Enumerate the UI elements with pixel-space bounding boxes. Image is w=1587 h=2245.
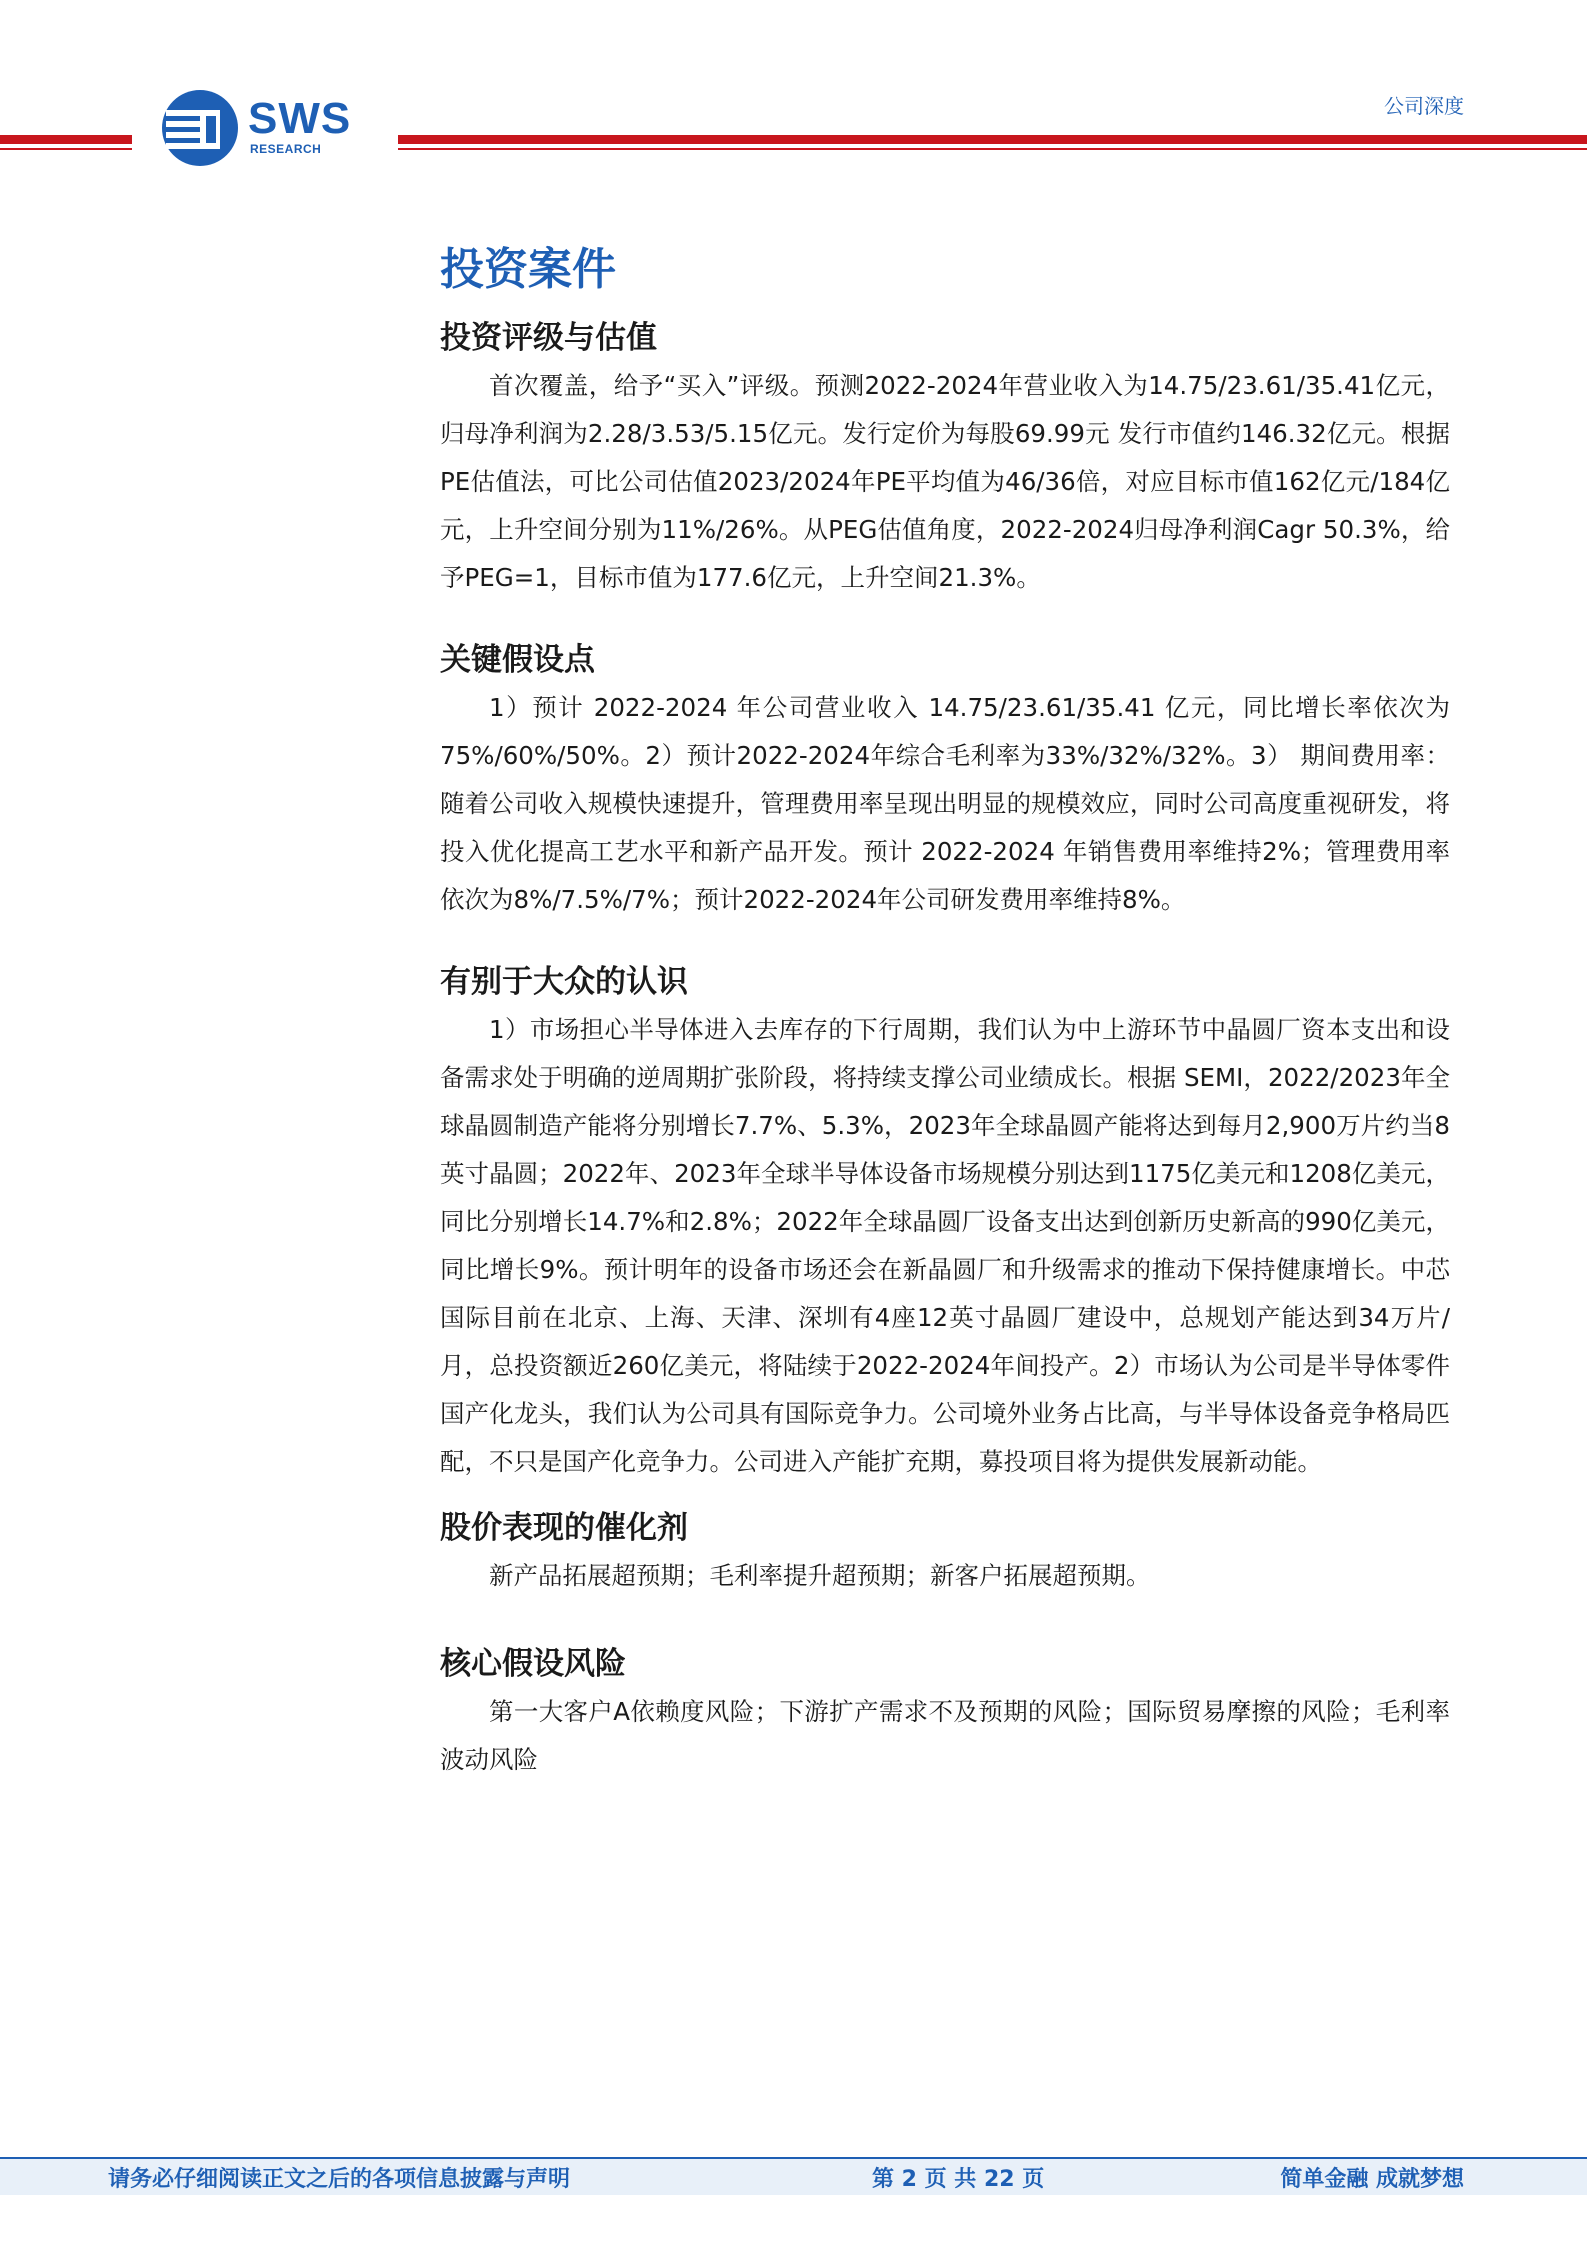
section-body: 第一大客户A依赖度风险；下游扩产需求不及预期的风险；国际贸易摩擦的风险；毛利率波动风险 (440, 1697, 1450, 1774)
section-title: 核心假设风险 (440, 1646, 626, 1682)
logo-subtext: RESEARCH (250, 142, 322, 156)
header-rule-right-thin (398, 148, 1587, 150)
company-logo (160, 88, 390, 168)
sws-logo-icon (160, 88, 240, 168)
logo-text: SWS (248, 94, 352, 143)
header-rule-left (0, 135, 132, 144)
header-rule-right (398, 135, 1587, 144)
footer-page-number: 第 2 页 共 22 页 (872, 2167, 1045, 2192)
main-content (440, 240, 1450, 1784)
section-key-assumptions (440, 636, 1450, 924)
section-core-risks (440, 1640, 1450, 1784)
section-body: 1）市场担心半导体进入去库存的下行周期，我们认为中上游环节中晶圆厂资本支出和设备需求处于明确的逆周期扩张阶段，将持续支撑公司业绩成长。根据 SEMI，2022/2023年全球晶圆制造产能将分别增长7.7%、5.3%，2023年全球晶圆产能将达到每月2,900万片约当8英寸晶圆；2022年、2023年全球半导体设备市场规模分别达到1175亿美元和1208亿美元，同比分别增长14.7%和2.8%；2022年全球晶圆厂设备支出达到创新历史新高的990亿美元，同比增长9%。预计明年的设备市场还会在新晶圆厂和升级需求的推动下保持健康增长。中芯国际目前在北京、上海、天津、深圳有4座12英寸晶圆厂建设中，总规划产能达到34万片/月，总投资额近260亿美元，将陆续于2022-2024年间投产。2）市场认为公司是半导体零件国产化龙头，我们认为公司具有国际竞争力。公司境外业务占比高，与半导体设备竞争格局匹配，不只是国产化竞争力。公司进入产能扩充期，募投项目将为提供发展新动能。 (440, 1015, 1450, 1476)
section-title: 股价表现的催化剂 (440, 1510, 688, 1546)
report-type-label: 公司深度 (1384, 94, 1464, 118)
section-body: 新产品拓展超预期；毛利率提升超预期；新客户拓展超预期。 (489, 1561, 1151, 1590)
section-body: 首次覆盖，给予“买入”评级。预测2022-2024年营业收入为14.75/23.61/35.41亿元，归母净利润为2.28/3.53/5.15亿元。发行定价为每股69.99元 发行市值约146.32亿元。根据PE估值法，可比公司估值2023/2024年PE平均值为46/36倍，对应目标市值162亿元/184亿元，上升空间分别为11%/26%。从PEG估值角度，2022-2024归母净利润Cagr 50.3%，给予PEG=1，目标市值为177.6亿元，上升空间21.3%。 (440, 371, 1450, 592)
header-rule-left-thin (0, 148, 132, 150)
section-title: 投资评级与估值 (440, 320, 657, 356)
section-catalysts (440, 1504, 1450, 1600)
section-title: 关键假设点 (440, 642, 595, 678)
section-differentiated-view (440, 958, 1450, 1486)
footer-disclaimer: 请务必仔细阅读正文之后的各项信息披露与声明 (108, 2167, 571, 2192)
section-title: 有别于大众的认识 (440, 964, 688, 1000)
footer-slogan: 简单金融 成就梦想 (1280, 2167, 1464, 2192)
section-body: 1）预计 2022-2024 年公司营业收入 14.75/23.61/35.41 亿元，同比增长率依次为75%/60%/50%。2）预计2022-2024年综合毛利率为33%/32%/32%。3） 期间费用率：随着公司收入规模快速提升，管理费用率呈现出明显的规模效应，同时公司高度重视研发，将投入优化提高工艺水平和新产品开发。预计 2022-2024 年销售费用率维持2%；管理费用率依次为8%/7.5%/7%；预计2022-2024年公司研发费用率维持8%。 (440, 693, 1450, 914)
footer-rule (0, 2157, 1587, 2159)
section-rating-valuation (440, 314, 1450, 602)
page-title: 投资案件 (440, 244, 616, 295)
